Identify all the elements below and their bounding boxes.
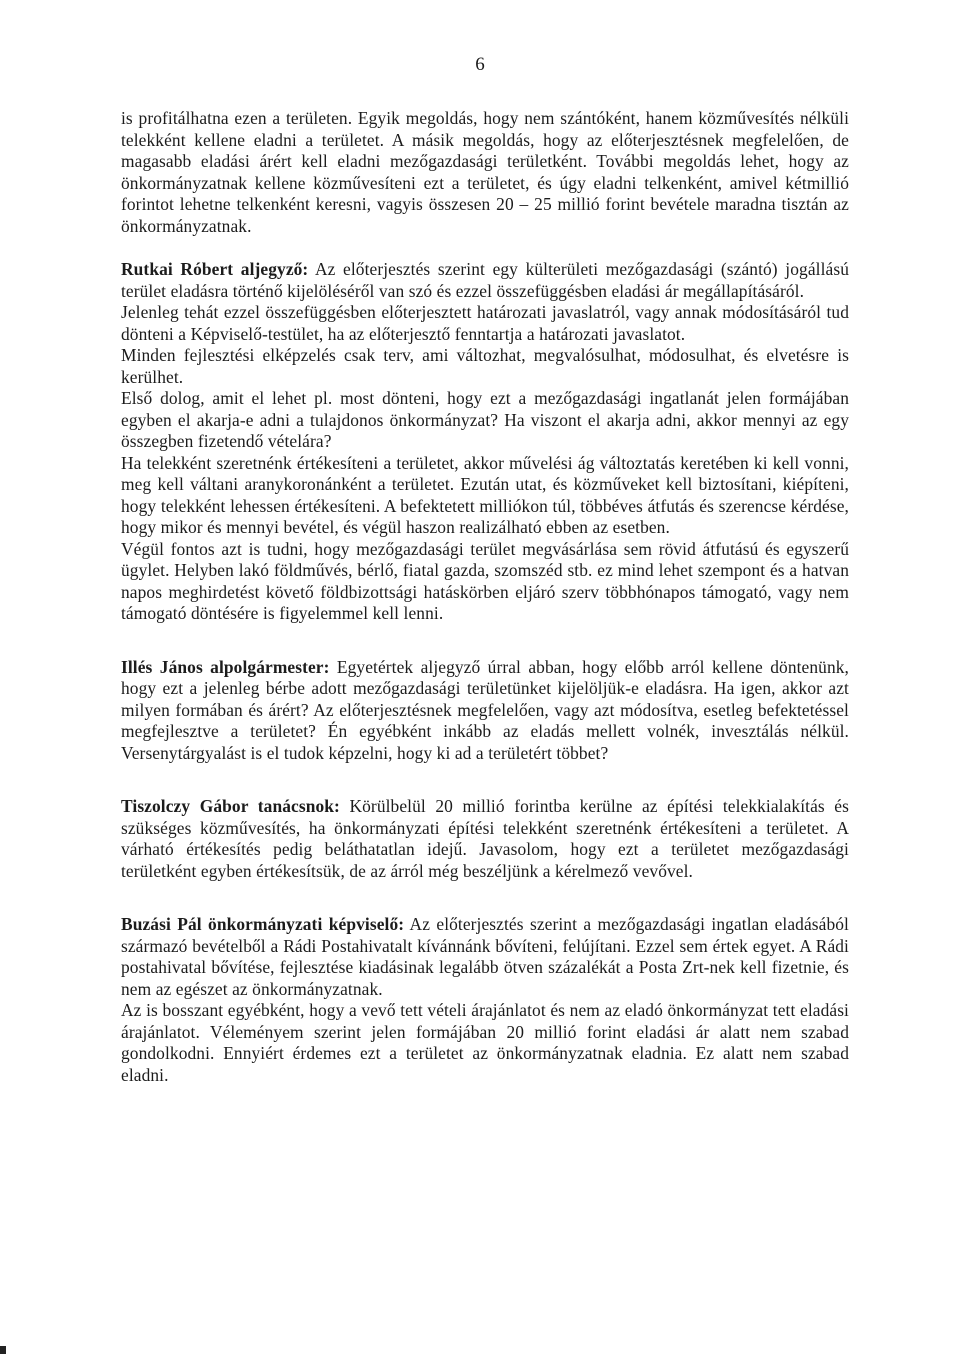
paragraph-text: Az előterjesztés szerint egy külterületi mezőgazdasági (szántó) jogállású terület eladásra történő kijelöléséről van szó és ezzel összefüggésben eladási ár megállapításáról. (121, 259, 849, 301)
paragraph (121, 302, 849, 345)
document-body (121, 108, 849, 1086)
paragraph-text: is profitálhatna ezen a területen. Egyik megoldás, hogy nem szántóként, hanem közművesítés nélküli telekként kellene eladni a területet. A másik megoldás, hogy az előterjesztésnek megfelelően, de magasabb eladási árért kell eladni mezőgazdasági területként. További megoldás lehet, hogy az önkormányzatnak kellene közművesíteni ezt a területet, és úgy eladni telkenként, amivel kétmillió forintot lehetne telkenként keresni, vagyis összesen 20 – 25 millió forint bevétele maradna tisztán az önkormányzatnak. (121, 108, 849, 236)
paragraph-text: Végül fontos azt is tudni, hogy mezőgazdasági terület megvásárlása sem rövid átfutású és egyszerű ügylet. Helyben lakó földművés, bérlő, fiatal gazda, szomszéd stb. ez mind lehet szempont és a hatvan napos meghirdetést követő földbizottsági hatáskörben eljáró szerv többhónapos támogató, vagy nem támogató döntésére is figyelemmel kell lenni. (121, 538, 849, 623)
speaker-name: Tiszolczy Gábor tanácsnok: (121, 796, 340, 816)
paragraph (121, 345, 849, 388)
paragraph (121, 453, 849, 539)
paragraph (121, 388, 849, 453)
paragraph-text: Ha telekként szeretnénk értékesíteni a területet, akkor művelési ág változtatás keretében ki kell vonni, meg kell váltani aranykoronánként a területet. Ezután utat, és közműveket kell biztosítani, kiépíteni, hogy telekként lehessen értékesíteni. A befektetett milliókon túl, többéves átfutás és szerencse kérdése, hogy mikor és mennyi bevétel, és végül haszon realizálható ebben az esetben. (121, 452, 849, 537)
page-number: 6 (475, 54, 485, 75)
paragraph (121, 1000, 849, 1086)
paragraph-text: Az is bosszant egyébként, hogy a vevő tett vételi árajánlatot és nem az eladó önkormányzat tett eladási árajánlatot. Véleményem szerint jelen formájában 20 millió forint eladási ár alatt nem szabad gondolkodni. Ennyiért érdemes ezt a területet az önkormányzatnak eladnia. Ez alatt nem szabad eladni. (121, 1000, 849, 1085)
speaker-name: Rutkai Róbert aljegyző: (121, 259, 309, 279)
paragraph (121, 259, 849, 302)
speaker-name: Buzási Pál önkormányzati képviselő: (121, 914, 405, 934)
paragraph (121, 796, 849, 882)
paragraph-text: Első dolog, amit el lehet pl. most dönteni, hogy ezt a mezőgazdasági ingatlanát jelen formájában egyben el akarja-e adni a tulajdonos önkormányzat? Ha viszont el akarja adni, akkor mennyi az egy összegben fizetendő vételára? (121, 388, 849, 451)
paragraph-text: Minden fejlesztési elképzelés csak terv, ami változhat, megvalósulhat, módosulhat, és elvetésre is kerülhet. (121, 345, 849, 387)
paragraph-text: Jelenleg tehát ezzel összefüggésben előterjesztett határozati javaslatról, vagy annak módosításáról tud dönteni a Képviselő-testület, ha az előterjesztő fenntartja a határozati javaslatot. (121, 302, 849, 344)
paragraph-text: Körülbelül 20 millió forintba kerülne az építési telekkialakítás és szükséges közművesítés, ha önkormányzati építési telekként szeretnénk értékesíteni a területet. A várható értékesítés pedig beláthatatlan idejű. Javasolom, hogy ezt a területet mezőgazdasági területként egyben értékesítsük, de az árról még beszéljünk a kérelmező vevővel. (121, 796, 849, 881)
speaker-name: Illés János alpolgármester: (121, 656, 330, 677)
paragraph-text: Az előterjesztés szerint a mezőgazdasági ingatlan eladásából származó bevételből a Rádi Postahivatalt kívánnánk bővíteni, felújítani. Ezzel sem értek egyet. A Rádi postahivatal bővítése, fejlesztése kiadásinak legalább ötven százalékát a Posta Zrt-nek kell fizetnie, és nem az egészet az önkormányzatnak. (121, 914, 849, 999)
scan-edge-mark (0, 1346, 6, 1354)
paragraph (121, 657, 849, 765)
paragraph (121, 108, 849, 237)
paragraph (121, 539, 849, 625)
paragraph-text: Egyetértek aljegyző úrral abban, hogy előbb arról kellene döntenünk, hogy ezt a jelenleg bérbe adott mezőgazdasági területünket kijelöljük-e eladásra. Ha igen, akkor azt milyen formában és árért? Az előterjesztésnek megfelelően, vagy azt módosítva, esetleg befektetéssel megfejlesztve a területet? Én egyébként inkább az eladás mellett volnék, invesztálás nélkül. Versenytárgyalást is el tudok képzelni, hogy ki ad a területért többet? (121, 656, 849, 763)
paragraph (121, 914, 849, 1000)
